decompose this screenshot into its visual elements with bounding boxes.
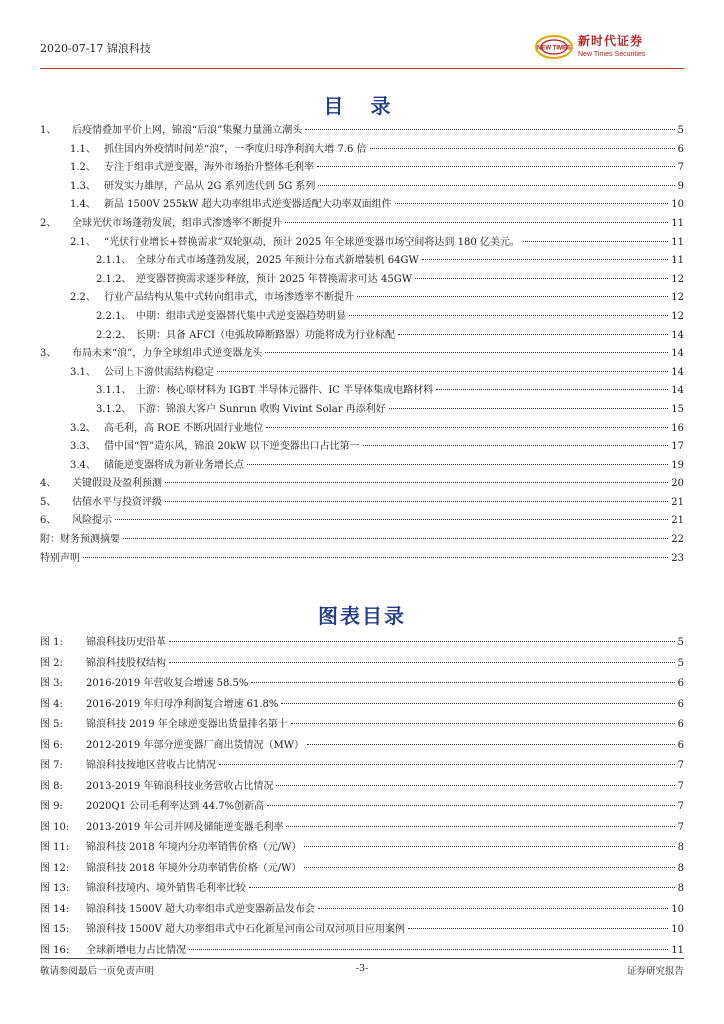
toc-item[interactable]: 1.1、 抓住国内外疫情时间差“浪”，一季度归母净利润大增 7.6 倍 6 — [70, 143, 684, 155]
figure-item[interactable]: 图 2: 锦浪科技股权结构 5 — [40, 657, 684, 669]
toc-item[interactable]: 3.1.1、 上游：核心原材料为 IGBT 半导体元器件、IC 半导体集成电路材料 14 — [96, 385, 684, 397]
toc-item[interactable]: 1.3、 研发实力雄厚，产品从 2G 系列迭代到 5G 系列 9 — [70, 180, 684, 192]
toc-item[interactable]: 2.1.2、 逆变器替换需求逐步释放，预计 2025 年替换需求可达 45GW 12 — [96, 273, 684, 285]
figure-item[interactable]: 图 4: 2016-2019 年归母净利润复合增速 61.8% 6 — [40, 698, 684, 710]
toc-item[interactable]: 2.1、 “光伏行业增长+替换需求”双轮驱动，预计 2025 年全球逆变器市场空间将达到 180 亿美元。 11 — [70, 236, 684, 248]
logo-chinese-name: 新时代证券 — [578, 34, 644, 48]
figure-item[interactable]: 图 13: 锦浪科技境内、境外销售毛利率比较 8 — [40, 883, 684, 894]
toc-item[interactable]: 3、 布局未来“浪”，力争全球组串式逆变器龙头 14 — [40, 348, 684, 360]
toc-item[interactable]: 2、 全球光伏市场蓬勃发展，组串式渗透率不断提升 11 — [40, 217, 684, 229]
toc-item[interactable]: 5、 估值水平与投资评级 21 — [40, 496, 684, 508]
figure-item[interactable]: 图 5: 锦浪科技 2019 年全球逆变器出货量排名第十 6 — [40, 719, 684, 730]
toc-item[interactable]: 附：财务预测摘要 22 — [40, 534, 684, 546]
header-divider — [40, 68, 684, 69]
header-date-company: 2020-07-17 锦浪科技 — [40, 42, 151, 55]
figure-item[interactable]: 图 14: 锦浪科技 1500V 超大功率组串式逆变器新品发布会 10 — [40, 903, 684, 915]
toc-item[interactable]: 3.4、 储能逆变器将成为新业务增长点 19 — [70, 459, 684, 471]
toc-item[interactable]: 2.2、 行业产品结构从集中式转向组串式，市场渗透率不断提升 12 — [70, 292, 684, 304]
toc-item[interactable]: 3.3、 借中国“智”造东风，锦浪 20kW 以下逆变器出口占比第一 17 — [70, 441, 684, 453]
logo-english-name: New Times Securities — [578, 51, 646, 58]
page-header — [40, 26, 684, 66]
toc-item[interactable]: 2.2.2、 长期：具备 AFCI（电弧故障断路器）功能将成为行业标配 14 — [96, 329, 684, 341]
figure-item[interactable]: 图 7: 锦浪科技按地区营收占比情况 7 — [40, 760, 684, 771]
figures-list — [40, 633, 684, 961]
toc-item[interactable]: 3.2、 高毛利，高 ROE 不断巩固行业地位 16 — [70, 422, 684, 434]
toc-item[interactable]: 特别声明 23 — [40, 552, 684, 564]
figure-item[interactable]: 图 12: 锦浪科技 2018 年境外分功率销售价格（元/W） 8 — [40, 862, 684, 874]
footer-report-type: 证券研究报告 — [626, 966, 684, 977]
toc-item[interactable]: 1.4、 新品 1500V 255kW 超大功率组串式逆变器适配大功率双面组件 10 — [70, 199, 684, 211]
page-footer — [40, 958, 684, 977]
toc-item[interactable]: 3.1、 公司上下游供需结构稳定 14 — [70, 366, 684, 378]
figure-item[interactable]: 图 16: 全球新增电力占比情况 11 — [40, 944, 684, 956]
figures-title: 图表目录 — [318, 604, 406, 628]
figure-item[interactable]: 图 15: 锦浪科技 1500V 超大功率组串式中石化新星河南公司双河项目应用案例 10 — [40, 924, 684, 935]
footer-disclaimer: 敬请参阅最后一页免责声明 — [40, 966, 155, 977]
figure-item[interactable]: 图 6: 2012-2019 年部分逆变器厂商出货情况（MW） 6 — [40, 739, 684, 751]
toc-item[interactable]: 3.1.2、 下游：锦浪大客户 Sunrun 收购 Vivint Solar 再添利好 15 — [96, 403, 684, 415]
figure-item[interactable]: 图 11: 锦浪科技 2018 年境内分功率销售价格（元/W） 8 — [40, 842, 684, 853]
toc-item[interactable]: 1、 后疫情叠加平价上网，锦浪“后浪”集聚力量涌立潮头 5 — [40, 125, 684, 136]
new-times-logo — [534, 30, 684, 66]
toc-item[interactable]: 2.2.1、 中期：组串式逆变器替代集中式逆变器趋势明显 12 — [96, 310, 684, 322]
toc-list — [40, 122, 684, 568]
figure-item[interactable]: 图 10: 2013-2019 年公司并网及储能逆变器毛利率 7 — [40, 821, 684, 833]
figure-item[interactable]: 图 3: 2016-2019 年营收复合增速 58.5% 6 — [40, 678, 684, 689]
figure-item[interactable]: 图 9: 2020Q1 公司毛利率达到 44.7%创新高 7 — [40, 801, 684, 812]
toc-item[interactable]: 6、 风险提示 21 — [40, 515, 684, 527]
toc-item[interactable]: 1.2、 专注于组串式逆变器，海外市场抬升整体毛利率 7 — [70, 162, 684, 174]
figure-item[interactable]: 图 8: 2013-2019 年锦浪科技业务营收占比情况 7 — [40, 780, 684, 792]
toc-item[interactable]: 4、 关键假设及盈利预测 20 — [40, 478, 684, 490]
logo-mark-text: NEW TIMES — [537, 45, 571, 52]
toc-title: 目 录 — [323, 94, 401, 118]
toc-item[interactable]: 2.1.1、 全球分布式市场蓬勃发展，2025 年预计分布式新增装机 64GW 11 — [96, 255, 684, 267]
logo-mark-icon — [534, 32, 574, 62]
page-number: -3- — [355, 963, 369, 974]
figure-item[interactable]: 图 1: 锦浪科技历史沿革 5 — [40, 637, 684, 648]
